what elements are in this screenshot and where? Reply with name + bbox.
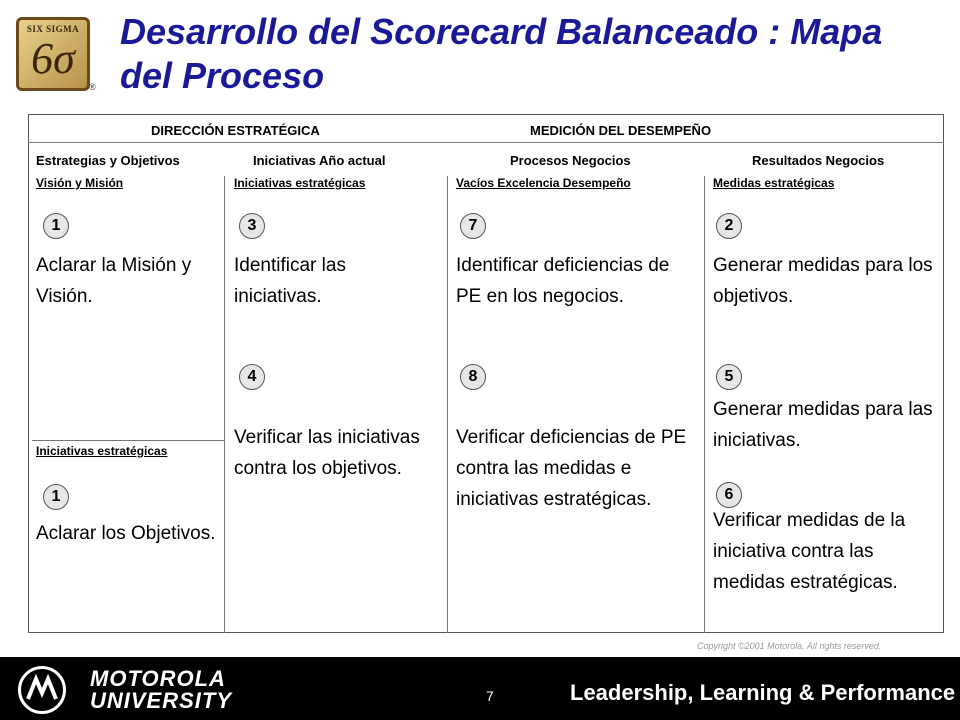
step-text-verificar-iniciativas: Verificar las iniciativas contra los objetivos. bbox=[234, 427, 420, 479]
col-header-procesos: Procesos Negocios bbox=[510, 153, 631, 168]
column-divider-3 bbox=[704, 176, 705, 633]
registered-mark: ® bbox=[89, 82, 96, 92]
header-direccion-estrategica: DIRECCIÓN ESTRATÉGICA bbox=[151, 123, 320, 138]
header-medicion-desempeno: MEDICIÓN DEL DESEMPEÑO bbox=[530, 123, 712, 138]
col-header-estrategias: Estrategias y Objetivos bbox=[36, 153, 180, 168]
footer-tagline: Leadership, Learning & Performance bbox=[570, 680, 956, 705]
logo-top-text: SIX SIGMA bbox=[26, 24, 80, 34]
logo-glyph: 6σ bbox=[31, 34, 75, 83]
step-number-badge: 7 bbox=[460, 213, 486, 239]
step-number-badge: 2 bbox=[716, 213, 742, 239]
copyright-notice: Copyright ©2001 Motorola. All rights reserved. bbox=[697, 641, 882, 651]
brand-motorola: MOTOROLA bbox=[90, 666, 226, 691]
subheader-vision-mision: Visión y Misión bbox=[36, 176, 124, 190]
six-sigma-logo bbox=[16, 17, 90, 91]
col-header-resultados: Resultados Negocios bbox=[752, 153, 885, 168]
step-number-badge: 6 bbox=[716, 482, 742, 508]
subheader-iniciativas-estrategicas-lower: Iniciativas estratégicas bbox=[36, 444, 168, 458]
step-text-aclarar-mision: Aclarar la Misión y Visión. bbox=[36, 255, 192, 307]
step-text-verificar-medidas: Verificar medidas de la iniciativa contra las medidas estratégicas. bbox=[713, 510, 906, 593]
step-text-aclarar-objetivos: Aclarar los Objetivos. bbox=[36, 523, 216, 544]
col1-divider bbox=[32, 440, 224, 441]
col-header-iniciativas: Iniciativas Año actual bbox=[253, 153, 386, 168]
step-number-badge: 8 bbox=[460, 364, 486, 390]
subheader-medidas-estrategicas: Medidas estratégicas bbox=[713, 176, 835, 190]
step-text-generar-medidas-iniciativas: Generar medidas para las iniciativas. bbox=[713, 399, 933, 451]
column-divider-1 bbox=[224, 176, 225, 633]
motorola-logo-icon bbox=[18, 666, 66, 714]
column-divider-2 bbox=[447, 176, 448, 633]
page-number: 7 bbox=[486, 688, 494, 704]
step-number-badge: 1 bbox=[43, 213, 69, 239]
header-divider bbox=[28, 142, 944, 143]
step-text-identificar-deficiencias: Identificar deficiencias de PE en los negocios. bbox=[456, 255, 670, 307]
subheader-iniciativas-estrategicas: Iniciativas estratégicas bbox=[234, 176, 366, 190]
step-text-identificar-iniciativas: Identificar las iniciativas. bbox=[234, 255, 346, 307]
step-text-verificar-deficiencias: Verificar deficiencias de PE contra las medidas e iniciativas estratégicas. bbox=[456, 427, 687, 510]
step-text-generar-medidas-objetivos: Generar medidas para los objetivos. bbox=[713, 255, 933, 307]
step-number-badge: 1 bbox=[43, 484, 69, 510]
subheader-vacios-excelencia: Vacíos Excelencia Desempeño bbox=[456, 176, 631, 190]
step-number-badge: 5 bbox=[716, 364, 742, 390]
step-number-badge: 4 bbox=[239, 364, 265, 390]
brand-university: UNIVERSITY bbox=[90, 688, 233, 713]
slide-title: Desarrollo del Scorecard Balanceado : Mapa del Proceso bbox=[120, 11, 883, 96]
step-number-badge: 3 bbox=[239, 213, 265, 239]
